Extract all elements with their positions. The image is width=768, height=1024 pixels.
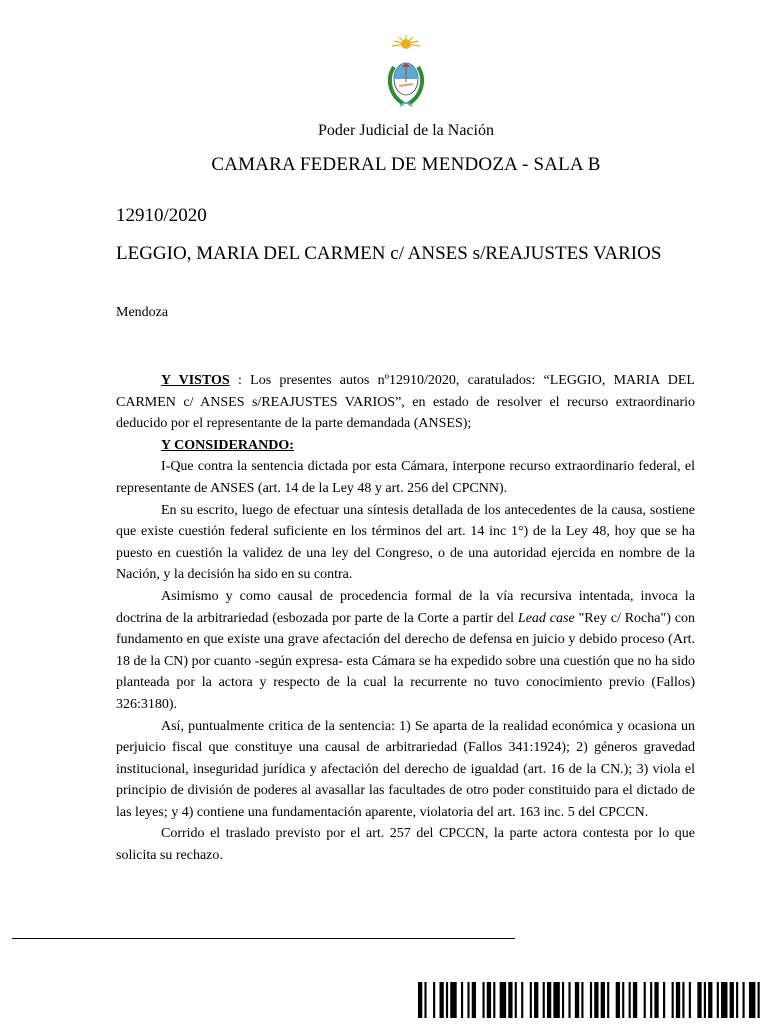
barcode-bar [472, 982, 476, 1018]
barcode-bar [601, 982, 605, 1018]
barcode-bar [424, 982, 426, 1018]
vistos-paragraph [116, 370, 695, 435]
barcode-bar [607, 982, 609, 1018]
chamber-title: CAMARA FEDERAL DE MENDOZA - SALA B [211, 154, 601, 175]
case-number: 12910/2020 [116, 205, 207, 226]
barcode-bar [530, 982, 532, 1018]
court-name: Poder Judicial de la Nación [318, 122, 494, 139]
barcode-bar [721, 982, 727, 1018]
paragraph-3: Asimismo y como causal de procedencia formal de la vía recursiva intentada, invoca la doctrina de la arbitrariedad (esbozada por parte de la Corte a partir del Lead case "Rey c/ Rocha") con fundamento en que existe una grave afectación del derecho de defensa en juicio y debido proceso (Art. 18 de la CN) por cuanto -según expresa- esta Cámara se ha expedido sobre una cuestión que no ha sido planteada por la actora y respecto de la cual la recurrente no tuvo conocimiento previo (Fallos) 326:3180). [116, 588, 695, 712]
barcode-bar [515, 982, 517, 1018]
barcode-bar [629, 982, 631, 1018]
barcode-bar [743, 982, 745, 1018]
case-title: LEGGIO, MARIA DEL CARMEN c/ ANSES s/REAJUSTES VARIOS [116, 243, 662, 264]
barcode-bar [749, 982, 755, 1018]
barcode-bar [543, 982, 545, 1018]
barcode-bar [758, 982, 760, 1018]
barcode-bar [689, 982, 691, 1018]
barcode-bar [482, 982, 484, 1018]
vistos-text: : Los presentes autos nº12910/2020, caratulados: “LEGGIO, MARIA DEL CARMEN c/ ANSES s/REAJUSTES VARIOS”, en estado de resolver el recurso extraordinario deducido por el representante de la parte demandada (ANSES); [116, 373, 695, 432]
barcode-bar [433, 982, 435, 1018]
barcode-bar [534, 982, 538, 1018]
barcode-bar [708, 982, 712, 1018]
lead-case-italic: Lead case [517, 610, 575, 626]
barcode-bar [622, 982, 624, 1018]
paragraph-2: En su escrito, luego de efectuar una síntesis detallada de los antecedentes de la causa, sostiene que existe cuestión federal suficiente en los términos del art. 14 inc 1°) de la Ley 48, hoy que se ha puesto en cuestión la validez de una ley del Congreso, o de una autoridad ejercida en nombre de la Nación, y la decisión ha sido en su contra. [116, 502, 695, 583]
barcode-bar [736, 982, 738, 1018]
vistos-label: Y VISTOS [161, 373, 230, 388]
barcode-bar [654, 982, 658, 1018]
barcode-bar [676, 982, 680, 1018]
footer-divider [12, 938, 515, 939]
barcode-bar [672, 982, 674, 1018]
barcode-bar [461, 982, 463, 1018]
considerando-label: Y CONSIDERANDO: [161, 437, 294, 453]
barcode-bar [487, 982, 491, 1018]
barcode-bar [616, 982, 620, 1018]
barcode-bar [663, 982, 665, 1018]
barcode-bar [418, 982, 422, 1018]
resolution-body [116, 370, 695, 867]
barcode-bar [439, 982, 443, 1018]
barcode-bar [562, 982, 564, 1018]
barcode-bar [547, 982, 551, 1018]
barcode-bar [682, 982, 684, 1018]
barcode-bar [581, 982, 583, 1018]
barcode-bar [717, 982, 719, 1018]
barcode-bar [650, 982, 652, 1018]
barcode-bar [594, 982, 598, 1018]
barcode-bar [500, 982, 506, 1018]
considerando-paragraph [116, 435, 695, 457]
paragraph-5: Corrido el traslado previsto por el art. 257 del CPCCN, la parte actora contesta por lo que solicita su rechazo. [116, 826, 695, 864]
barcode-bar [704, 982, 706, 1018]
paragraph-1: I-Que contra la sentencia dictada por esta Cámara, interpone recurso extraordinario federal, el representante de ANSES (art. 14 de la Ley 48 y art. 256 del CPCNN). [116, 459, 695, 496]
barcode-bar [697, 982, 701, 1018]
barcode-bar [446, 982, 448, 1018]
city: Mendoza [116, 305, 169, 320]
barcode-bar [590, 982, 592, 1018]
barcode-bar [467, 982, 469, 1018]
barcode-bar [508, 982, 512, 1018]
barcode-bar [450, 982, 456, 1018]
barcode-bar [568, 982, 570, 1018]
barcode-icon [418, 982, 764, 1018]
barcode-bar [575, 982, 579, 1018]
barcode-bar [633, 982, 637, 1018]
barcode-bar [730, 982, 734, 1018]
barcode-bar [521, 982, 523, 1018]
paragraph-4: Así, puntualmente critica de la sentencia: 1) Se aparta de la realidad económica y ocasiona un perjuicio fiscal que constituye una causal de arbitrariedad (Fallos 341:1924); 2) géneros gravedad institucional, inseguridad jurídica y afectación del derecho de igualdad (art. 16 de la CN.); 3) viola el principio de división de poderes al avasallar las facultades de otro poder constituido para el dictado de las leyes; y 4) contiene una fundamentación aparente, violatoria del art. 163 inc. 5 del CPCCN. [116, 718, 695, 820]
argentine-coat-of-arms-icon [382, 34, 430, 110]
barcode-bar [493, 982, 495, 1018]
barcode-bar [644, 982, 646, 1018]
barcode-bar [553, 982, 559, 1018]
